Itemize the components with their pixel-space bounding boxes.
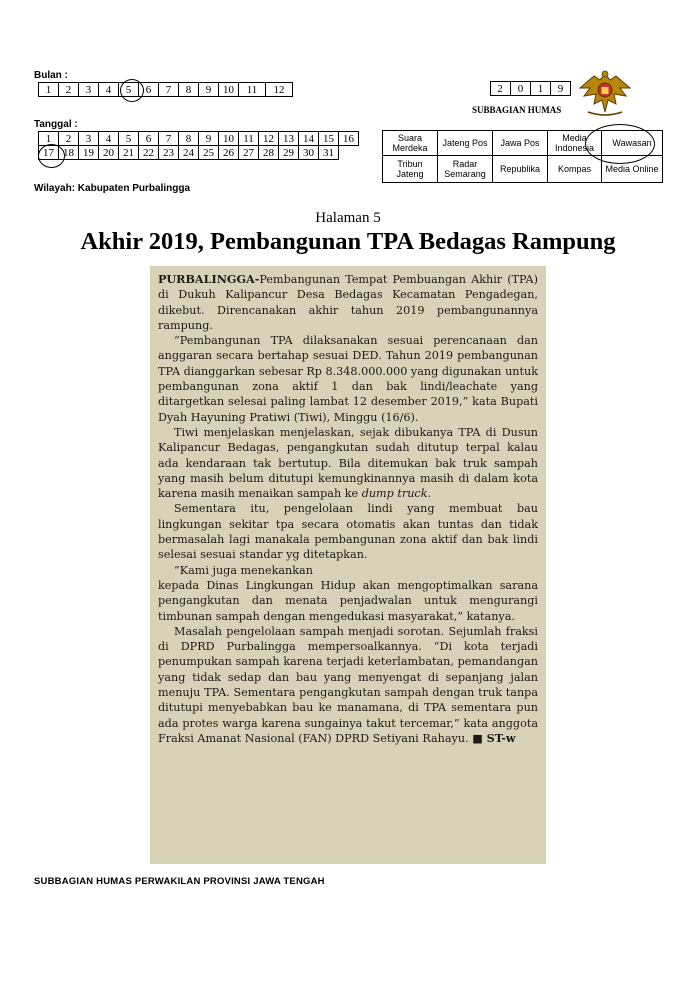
tanggal-cell: 12	[259, 132, 279, 146]
tanggal-cell: 21	[119, 146, 139, 160]
tanggal-cell: 16	[339, 132, 359, 146]
bulan-cell: 12	[266, 83, 293, 97]
media-cell: Media Online	[602, 156, 663, 183]
bulan-grid	[38, 82, 293, 97]
media-cell: Kompas	[548, 156, 602, 183]
news-clipping	[150, 266, 546, 864]
paragraph-text: Tiwi menjelaskan menjelaskan, sejak dibukanya TPA di Dusun Kalipancur Bedagas, pengangkutan sudah ditutup terpal kalau ada kendaraan tak bertutup. Bila ditemukan bak truk sampah yang masih belum ditutupi kemungkinannya masih di dalam kota karena masih menaikan sampah ke	[158, 425, 538, 501]
tanggal-cell: 2	[59, 132, 79, 146]
unit-label: SUBBAGIAN HUMAS	[472, 105, 562, 115]
tanggal-cell: 17	[39, 146, 59, 160]
tanggal-cell: 6	[139, 132, 159, 146]
tanggal-cell: 29	[279, 146, 299, 160]
tanggal-cell: 1	[39, 132, 59, 146]
article-title: Akhir 2019, Pembangunan TPA Bedagas Rampung	[80, 228, 616, 255]
wilayah-label: Wilayah: Kabupaten Purbalingga	[34, 183, 191, 194]
tanggal-cell: 14	[299, 132, 319, 146]
bulan-cell: 1	[39, 83, 59, 97]
tanggal-cell: 25	[199, 146, 219, 160]
year-digit: 1	[531, 82, 551, 96]
article-paragraph	[158, 425, 538, 501]
tanggal-cell: 3	[79, 132, 99, 146]
tanggal-cell: 5	[119, 132, 139, 146]
tanggal-cell: 10	[219, 132, 239, 146]
tanggal-cell: 15	[319, 132, 339, 146]
tanggal-cell: 30	[299, 146, 319, 160]
year-digit: 0	[511, 82, 531, 96]
article-paragraph: kepada Dinas Lingkungan Hidup akan mengoptimalkan sarana pengangkutan dan menata penjadwalan untuk mengurangi timbunan sampah dengan mengedukasi masyarakat,” katanya.	[158, 578, 538, 623]
tanggal-cell: 26	[219, 146, 239, 160]
tanggal-cell: 7	[159, 132, 179, 146]
tanggal-cell: 8	[179, 132, 199, 146]
bulan-circle-mark	[120, 79, 144, 102]
tanggal-grid	[38, 131, 359, 160]
paragraph-italic: dump truck.	[361, 487, 432, 501]
tanggal-cell: 20	[99, 146, 119, 160]
tanggal-cell: 13	[279, 132, 299, 146]
media-cell: Republika	[493, 156, 548, 183]
tanggal-cell: 4	[99, 132, 119, 146]
media-cell: Tribun Jateng	[383, 156, 438, 183]
garuda-emblem-icon	[574, 68, 636, 120]
bulan-cell: 11	[239, 83, 266, 97]
bulan-cell: 10	[219, 83, 239, 97]
tanggal-cell: 27	[239, 146, 259, 160]
paragraph-text: Masalah pengelolaan sampah menjadi sorotan. Sejumlah fraksi di DPRD Purbalingga mempersoalkannya. “Di kota terjadi penumpukan sampah karena terjadi keterlambatan, pemandangan yang tidak sedap dan bau yang menyengat di sepanjang jalan menuju TPA. Sementara pengangkutan sampah dengan truk tanpa ditutupi menyebabkan bau ke manamana, di TPA sementara pun ada protes warga karena sungainya takut tercemar,” kata anggota Fraksi Amanat Nasional (FAN) DPRD Setiyani Rahayu.	[158, 624, 538, 745]
year-digit: 2	[491, 82, 511, 96]
article-paragraph: “Pembangunan TPA dilaksanakan sesuai perencanaan dan anggaran secara bertahap sesuai DED. Tahun 2019 pembangunan TPA dianggarkan sebesar Rp 8.348.000.000 yang digunakan untuk pembangunan zona aktif 1 dan bak lindi/leachate yang ditargetkan selesai paling lambat 12 desember 2019,” kata Bupati Dyah Hayuning Pratiwi (Tiwi), Minggu (16/6).	[158, 334, 538, 424]
tanggal-circle-mark	[38, 144, 65, 168]
bulan-cell: 6	[139, 83, 159, 97]
media-cell: Jateng Pos	[438, 131, 493, 156]
article-paragraph	[158, 272, 538, 333]
media-cell: Suara Merdeka	[383, 131, 438, 156]
bulan-cell: 2	[59, 83, 79, 97]
tanggal-cell: 24	[179, 146, 199, 160]
article-paragraph	[158, 624, 538, 746]
tanggal-label: Tanggal :	[34, 119, 78, 130]
media-cell: Media Indonesia	[548, 131, 602, 156]
footer-label: SUBBAGIAN HUMAS PERWAKILAN PROVINSI JAWA TENGAH	[34, 876, 325, 887]
year-grid	[490, 81, 571, 96]
media-cell: Jawa Pos	[493, 131, 548, 156]
bulan-cell: 8	[179, 83, 199, 97]
bulan-cell: 5	[119, 83, 139, 97]
media-circle-mark	[585, 124, 655, 164]
bulan-cell: 7	[159, 83, 179, 97]
tanggal-cell: 22	[139, 146, 159, 160]
signoff: ■ ST-w	[472, 730, 516, 745]
media-cell: Wawasan	[602, 131, 663, 156]
article-paragraph: “Kami juga menekankan	[174, 563, 313, 577]
year-digit: 9	[551, 82, 571, 96]
tanggal-cell: 23	[159, 146, 179, 160]
paragraph-text: Pembangunan Tempat Pembuangan Akhir (TPA) di Dukuh Kalipancur Desa Bedagas Kecamatan Pengadegan, dikebut. Direncanakan akhir tahun 2019 pembangunannya rampung.	[158, 273, 538, 332]
tanggal-cell	[339, 146, 359, 160]
page-number: Halaman 5	[315, 210, 381, 226]
tanggal-cell: 9	[199, 132, 219, 146]
bulan-cell: 9	[199, 83, 219, 97]
media-cell: Radar Semarang	[438, 156, 493, 183]
article-paragraph: Sementara itu, pengelolaan lindi yang membuat bau lingkungan sekitar tpa secara otomatis akan tuntas dan tidak bermasalah lagi manakala pembangunan zona aktif dan bak lindi selesai sesuai standar yg ditetapkan.	[158, 502, 538, 562]
tanggal-cell: 28	[259, 146, 279, 160]
bulan-cell: 3	[79, 83, 99, 97]
dateline: PURBALINGGA-	[158, 272, 260, 286]
bulan-label: Bulan :	[34, 70, 68, 81]
tanggal-cell: 11	[239, 132, 259, 146]
bulan-cell: 4	[99, 83, 119, 97]
tanggal-cell: 31	[319, 146, 339, 160]
tanggal-cell: 19	[79, 146, 99, 160]
tanggal-cell: 18	[59, 146, 79, 160]
